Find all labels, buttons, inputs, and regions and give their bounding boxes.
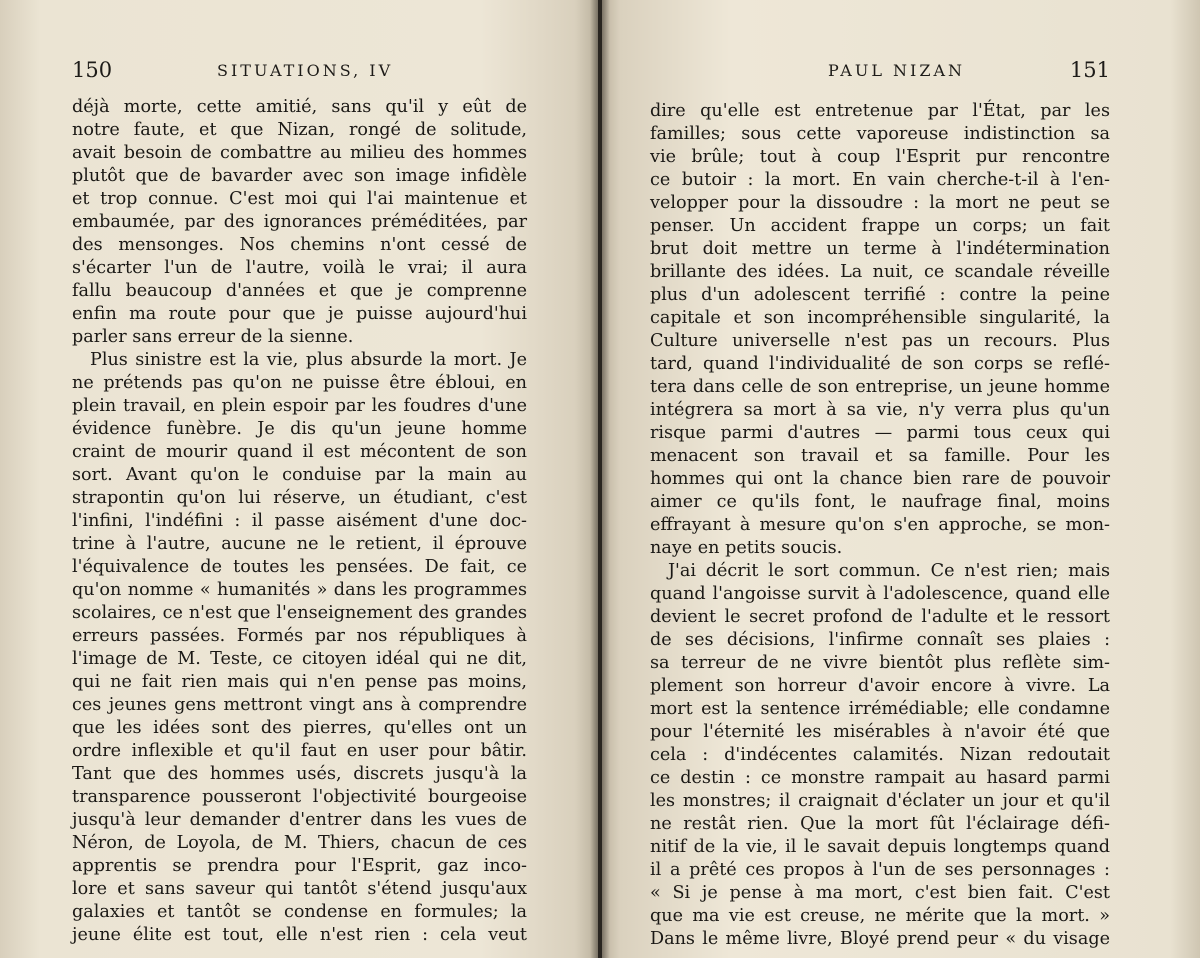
- book-gutter: [590, 0, 610, 958]
- text-line: avait besoin de combattre au milieu des hommes: [72, 143, 527, 163]
- text-line: sort. Avant qu'on le conduise par la main au: [72, 465, 527, 485]
- text-line: ne prétends pas qu'on ne puisse être ébloui, en: [72, 373, 527, 393]
- text-line: strapontin qu'on lui réserve, un étudiant, c'est: [72, 488, 527, 508]
- text-line: ordre inflexible et qu'il faut en user pour bâtir.: [72, 741, 527, 761]
- text-line: jeune élite est tout, elle n'est rien : cela veut: [72, 925, 527, 945]
- text-line: l'équivalence de toutes les pensées. De fait, ce: [72, 557, 527, 577]
- text-line: trine à l'autre, aucune ne le retient, il éprouve: [72, 534, 527, 554]
- text-line: capitale et son incompréhensible singularité, la: [650, 308, 1110, 328]
- text-line: plutôt que de bavarder avec son image infidèle: [72, 166, 527, 186]
- text-line: ce butoir : la mort. En vain cherche-t-il à l'en-: [650, 170, 1110, 190]
- text-line: évidence funèbre. Je dis qu'un jeune homme: [72, 419, 527, 439]
- text-line: enfin ma route pour que je puisse aujourd'hui: [72, 304, 527, 324]
- text-line: plement son horreur d'avoir encore à vivre. La: [650, 676, 1110, 696]
- text-line: mort est la sentence irrémédiable; elle condamne: [650, 699, 1110, 719]
- text-line: de ses décisions, l'infirme connaît ses plaies :: [650, 630, 1110, 650]
- text-line: tard, quand l'individualité de son corps se reflé-: [650, 354, 1110, 374]
- text-line: scolaires, ce n'est que l'enseignement des grandes: [72, 603, 527, 623]
- text-line: déjà morte, cette amitié, sans qu'il y eût de: [72, 97, 527, 117]
- left-running-head: [72, 58, 527, 88]
- text-line: ce destin : ce monstre rampait au hasard parmi: [650, 768, 1110, 788]
- text-line: les monstres; il craignait d'éclater un jour et qu'il: [650, 791, 1110, 811]
- right-running-head: [650, 58, 1110, 88]
- text-line: parler sans erreur de la sienne.: [72, 327, 354, 347]
- page-number-right: 151: [1069, 58, 1110, 82]
- text-line: brillante des idées. La nuit, ce scandale réveille: [650, 262, 1110, 282]
- text-line: menacent son travail et sa famille. Pour les: [650, 446, 1110, 466]
- text-line: fallu beaucoup d'années et que je comprenne: [72, 281, 527, 301]
- text-line: et trop connue. C'est moi qui l'ai maintenue et: [72, 189, 527, 209]
- text-line: Plus sinistre est la vie, plus absurde la mort. Je: [90, 350, 527, 370]
- text-line: qu'on nomme « humanités » dans les programmes: [72, 580, 527, 600]
- text-line: des mensonges. Nos chemins n'ont cessé de: [72, 235, 527, 255]
- text-line: lore et sans saveur qui tantôt s'étend jusqu'aux: [72, 879, 527, 899]
- text-line: quand l'angoisse survit à l'adolescence, quand elle: [650, 584, 1110, 604]
- text-line: tera dans celle de son entreprise, un jeune homme: [650, 377, 1110, 397]
- text-line: vie brûle; tout à coup l'Esprit pur rencontre: [650, 147, 1110, 167]
- text-line: Culture universelle n'est pas un recours. Plus: [650, 331, 1110, 351]
- text-line: hommes qui ont la chance bien rare de pouvoir: [650, 469, 1110, 489]
- text-line: Tant que des hommes usés, discrets jusqu'à la: [72, 764, 527, 784]
- text-line: l'infini, l'indéfini : il passe aisément d'une doc-: [72, 511, 527, 531]
- text-line: jusqu'à leur demander d'entrer dans les vues de: [72, 810, 527, 830]
- text-line: s'écarter l'un de l'autre, voilà le vrai; il aura: [72, 258, 527, 278]
- text-line: brut doit mettre un terme à l'indétermination: [650, 239, 1110, 259]
- left-page-text: [72, 96, 527, 947]
- running-head-title-left: SITUATIONS, IV: [217, 61, 394, 80]
- text-line: plein travail, en plein espoir par les foudres d'une: [72, 396, 527, 416]
- text-line: galaxies et tantôt se condense en formules; la: [72, 902, 527, 922]
- right-page-text: [650, 100, 1110, 951]
- text-line: notre faute, et que Nizan, rongé de solitude,: [72, 120, 527, 140]
- text-line: naye en petits soucis.: [650, 538, 843, 558]
- left-page: [0, 0, 598, 958]
- text-line: velopper pour la dissoudre : la mort ne peut se: [650, 193, 1110, 213]
- text-line: J'ai décrit le sort commun. Ce n'est rien; mais: [668, 561, 1110, 581]
- running-head-title-right: PAUL NIZAN: [828, 61, 966, 80]
- text-line: nitif de la vie, il le savait depuis longtemps quand: [650, 837, 1110, 857]
- text-line: ces jeunes gens mettront vingt ans à comprendre: [72, 695, 527, 715]
- text-line: embaumée, par des ignorances préméditées, par: [72, 212, 527, 232]
- text-line: ne restât rien. Que la mort fût l'éclairage défi-: [650, 814, 1110, 834]
- text-line: qui ne fait rien mais qui n'en pense pas moins,: [72, 672, 527, 692]
- text-line: penser. Un accident frappe un corps; un fait: [650, 216, 1110, 236]
- text-line: que les idées sont des pierres, qu'elles ont un: [72, 718, 527, 738]
- right-page: [602, 0, 1200, 958]
- text-line: dire qu'elle est entretenue par l'État, par les: [650, 101, 1110, 121]
- text-line: aimer ce qu'ils font, le naufrage final, moins: [650, 492, 1110, 512]
- text-line: « Si je pense à ma mort, c'est bien fait. C'est: [650, 883, 1110, 903]
- text-line: risque parmi d'autres — parmi tous ceux qui: [650, 423, 1110, 443]
- text-line: effrayant à mesure qu'on s'en approche, se mon-: [650, 515, 1110, 535]
- text-line: Néron, de Loyola, de M. Thiers, chacun de ces: [72, 833, 527, 853]
- text-line: intégrera sa mort à sa vie, n'y verra plus qu'un: [650, 400, 1110, 420]
- page-number-left: 150: [72, 58, 113, 82]
- text-line: que ma vie est creuse, ne mérite que la mort. »: [650, 906, 1110, 926]
- text-line: devient le secret profond de l'adulte et le ressort: [650, 607, 1110, 627]
- text-line: cela : d'indécentes calamités. Nizan redoutait: [650, 745, 1110, 765]
- text-line: sa terreur de ne vivre bientôt plus reflète sim-: [650, 653, 1110, 673]
- text-line: il a prêté ces propos à l'un de ses personnages :: [650, 860, 1110, 880]
- text-line: apprentis se prendra pour l'Esprit, gaz inco-: [72, 856, 527, 876]
- text-line: pour l'éternité les misérables à n'avoir été que: [650, 722, 1110, 742]
- text-line: transparence pousseront l'objectivité bourgeoise: [72, 787, 527, 807]
- text-line: familles; sous cette vaporeuse indistinction sa: [650, 124, 1110, 144]
- text-line: plus d'un adolescent terrifié : contre la peine: [650, 285, 1110, 305]
- text-line: Dans le même livre, Bloyé prend peur « du visage: [650, 929, 1110, 949]
- text-line: craint de mourir quand il est mécontent de son: [72, 442, 527, 462]
- text-line: erreurs passées. Formés par nos républiques à: [72, 626, 527, 646]
- text-line: l'image de M. Teste, ce citoyen idéal qui ne dit,: [72, 649, 527, 669]
